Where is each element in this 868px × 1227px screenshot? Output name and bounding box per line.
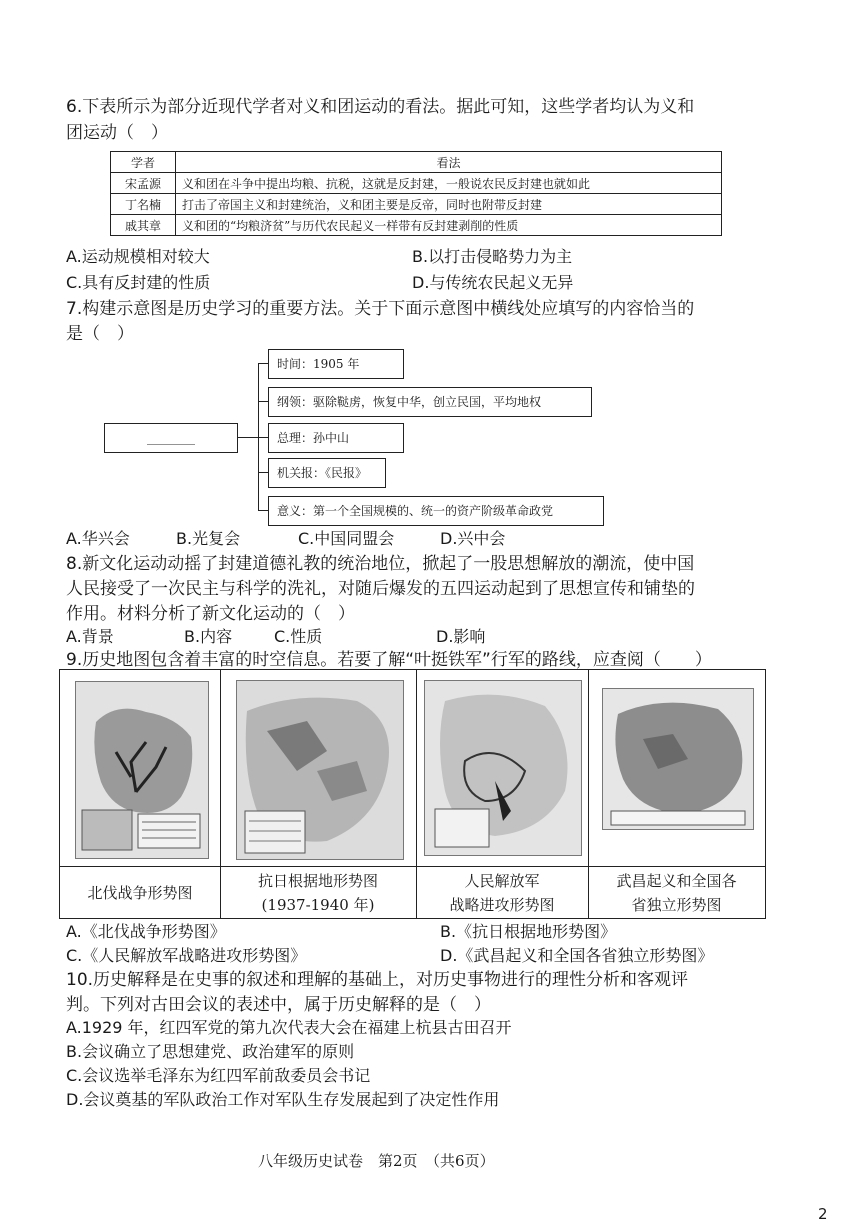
q7-option-c[interactable]: C.中国同盟会 xyxy=(298,529,395,548)
q10-option-c[interactable]: C.会议选举毛泽东为红四军前敌委员会书记 xyxy=(66,1066,371,1085)
page-footer: 八年级历史试卷 第2页 （共6页） xyxy=(258,1152,495,1170)
q10-stem-line2: 判。下列对古田会议的表述中，属于历史解释的是（ ） xyxy=(66,995,491,1015)
pla-offensive-map xyxy=(424,680,582,856)
q10-option-d[interactable]: D.会议奠基的军队政治工作对军队生存发展起到了决定性作用 xyxy=(66,1090,500,1109)
branch-line xyxy=(258,401,268,402)
page-number: 2 xyxy=(818,1205,828,1223)
table-header: 学者 xyxy=(111,152,176,173)
table-cell: 义和团在斗争中提出均粮、抗税，这就是反封建，一般说农民反封建也就如此 xyxy=(176,173,722,194)
connector-line xyxy=(238,437,258,438)
diagram-box-program: 纲领：驱除鞑虏，恢复中华，创立民国，平均地权 xyxy=(268,387,592,417)
map-cell xyxy=(588,670,765,866)
center-blank: ________ xyxy=(147,431,195,445)
q8-stem-line2: 人民接受了一次民主与科学的洗礼，对随后爆发的五四运动起到了思想宣传和铺垫的 xyxy=(66,579,695,599)
table-cell: 戚其章 xyxy=(111,215,176,236)
map-cell xyxy=(220,670,417,866)
map-caption xyxy=(220,867,417,919)
table-header: 看法 xyxy=(176,152,722,173)
table-row xyxy=(111,173,722,194)
table-cell: 打击了帝国主义和封建统治，义和团主要是反帝，同时也附带反封建 xyxy=(176,194,722,215)
map-caption xyxy=(588,867,765,919)
caption-line: 北伐战争形势图 xyxy=(87,884,193,902)
table-cell: 丁名楠 xyxy=(111,194,176,215)
branch-line xyxy=(258,363,268,364)
q8-stem-line3: 作用。材料分析了新文化运动的（ ） xyxy=(66,604,355,624)
q6-option-b[interactable]: B.以打击侵略势力为主 xyxy=(412,247,573,266)
branch-line xyxy=(258,472,268,473)
q6-stem-line2: 团运动（ ） xyxy=(66,123,168,143)
diagram-center-box xyxy=(104,423,238,453)
q6-option-a[interactable]: A.运动规模相对较大 xyxy=(66,247,210,266)
q7-stem-line2: 是（ ） xyxy=(66,324,134,344)
q10-option-a[interactable]: A.1929 年，红四军党的第九次代表大会在福建上杭县古田召开 xyxy=(66,1018,512,1037)
q9-stem: 9.历史地图包含着丰富的时空信息。若要了解“叶挺铁军”行军的路线，应查阅（ ） xyxy=(66,650,712,670)
caption-line: (1937-1940 年) xyxy=(261,896,375,914)
diagram-box-newspaper: 机关报：《民报》 xyxy=(268,458,386,488)
q8-option-c[interactable]: C.性质 xyxy=(274,627,323,646)
q8-option-a[interactable]: A.背景 xyxy=(66,627,114,646)
table-row xyxy=(111,215,722,236)
table-row xyxy=(111,194,722,215)
q10-stem-line1: 10.历史解释是在史事的叙述和理解的基础上，对历史事物进行的理性分析和客观评 xyxy=(66,970,689,990)
caption-line: 抗日根据地形势图 xyxy=(257,872,378,890)
caption-line: 人民解放军 xyxy=(464,872,540,890)
q6-option-c[interactable]: C.具有反封建的性质 xyxy=(66,273,211,292)
q7-option-a[interactable]: A.华兴会 xyxy=(66,529,130,548)
q6-option-d[interactable]: D.与传统农民起义无异 xyxy=(412,273,574,292)
q9-option-a[interactable]: A.《北伐战争形势图》 xyxy=(66,922,226,941)
q6-table xyxy=(110,151,722,236)
q6-stem-line1: 6.下表所示为部分近现代学者对义和团运动的看法。据此可知，这些学者均认为义和 xyxy=(66,97,695,117)
branch-line xyxy=(258,437,268,438)
q8-option-b[interactable]: B.内容 xyxy=(184,627,233,646)
table-cell: 宋孟源 xyxy=(111,173,176,194)
caption-line: 省独立形势图 xyxy=(631,896,722,914)
q7-stem-line1: 7.构建示意图是历史学习的重要方法。关于下面示意图中横线处应填写的内容恰当的 xyxy=(66,299,695,319)
q8-option-d[interactable]: D.影响 xyxy=(436,627,486,646)
q7-option-b[interactable]: B.光复会 xyxy=(176,529,241,548)
q9-option-c[interactable]: C.《人民解放军战略进攻形势图》 xyxy=(66,946,307,965)
diagram-box-significance: 意义：第一个全国规模的、统一的资产阶级革命政党 xyxy=(268,496,604,526)
map-cell xyxy=(60,670,221,866)
map-cell xyxy=(416,670,589,866)
branch-line xyxy=(258,510,268,511)
map-caption-row xyxy=(60,866,765,919)
q7-option-d[interactable]: D.兴中会 xyxy=(440,529,506,548)
map-caption xyxy=(416,867,589,919)
diagram-box-time: 时间：1905 年 xyxy=(268,349,404,379)
diagram-box-leader: 总理：孙中山 xyxy=(268,423,404,453)
q10-option-b[interactable]: B.会议确立了思想建党、政治建军的原则 xyxy=(66,1042,355,1061)
anti-japanese-base-map xyxy=(236,680,404,860)
wuchang-uprising-map xyxy=(602,688,754,830)
q9-option-d[interactable]: D.《武昌起义和全国各省独立形势图》 xyxy=(440,946,714,965)
q8-stem-line1: 8.新文化运动动摇了封建道德礼教的统治地位，掀起了一股思想解放的潮流，使中国 xyxy=(66,554,695,574)
caption-line: 武昌起义和全国各 xyxy=(616,872,737,890)
q9-map-table xyxy=(59,669,766,919)
table-cell: 义和团的“均粮济贫”与历代农民起义一样带有反封建剥削的性质 xyxy=(176,215,722,236)
northern-expedition-map xyxy=(75,681,209,859)
caption-line: 战略进攻形势图 xyxy=(449,896,555,914)
q9-option-b[interactable]: B.《抗日根据地形势图》 xyxy=(440,922,617,941)
map-caption xyxy=(60,867,221,919)
